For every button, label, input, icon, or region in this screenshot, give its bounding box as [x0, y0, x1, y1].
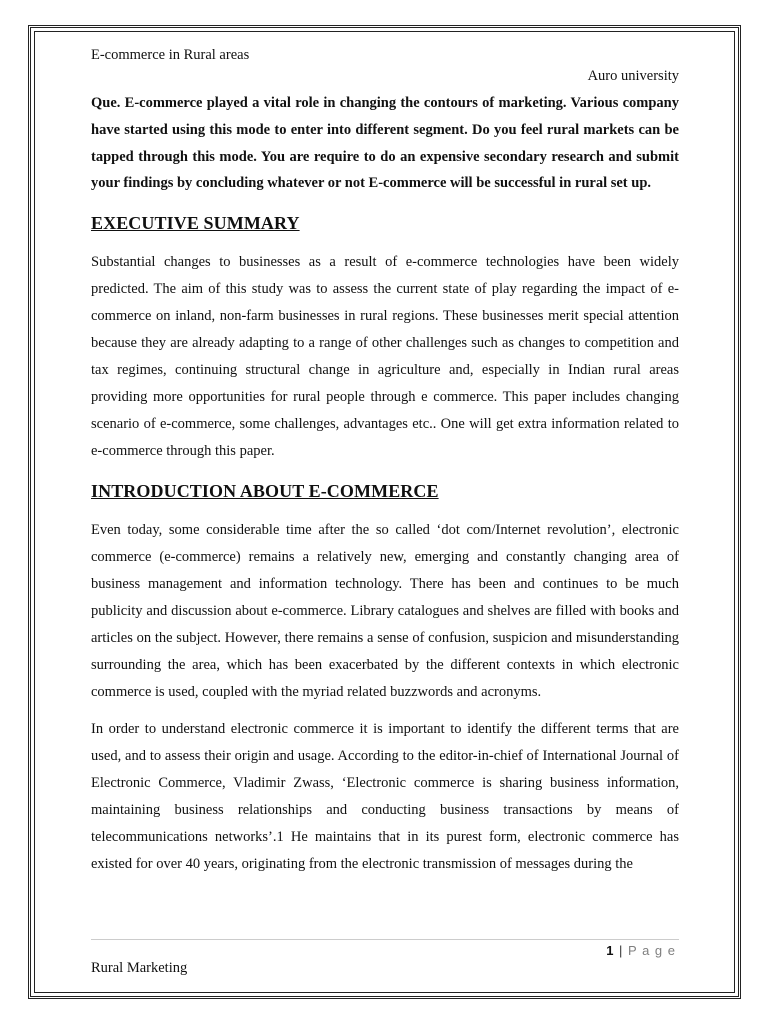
page-label: P a g e: [628, 943, 676, 958]
header-institution: Auro university: [587, 68, 679, 84]
paragraph-executive-summary: Substantial changes to businesses as a result of e-commerce technologies have been widely predicted. The aim of this study was to assess the current state of play regarding the impact of e-commerce on inland, non-farm businesses in rural regions. These businesses merit special attention because they are already adapting to a range of other challenges such as changes to competition and tax regimes, continuing structural change in agriculture and, especially in Indian rural areas providing more opportunities for rural people through e commerce. This paper includes changing scenario of e-commerce, some challenges, advantages etc.. One will get extra information related to e-commerce through this paper.: [91, 254, 679, 460]
page-number-value: 1: [606, 943, 615, 958]
footer-course-name: Rural Marketing: [91, 960, 188, 976]
section-heading-introduction: INTRODUCTION ABOUT E-COMMERCE: [91, 481, 439, 502]
paragraph-introduction-2: In order to understand electronic commerce it is important to identify the different terms that are used, and to assess their origin and usage. According to the editor-in-chief of International Journal of Electronic Commerce, Vladimir Zwass, ‘Electronic commerce is sharing business information, maintaining business relationships and conducting business transactions by means of telecommunications networks’.1 He maintains that in its purest form, electronic commerce has existed for over 40 years, originating from the electronic transmission of messages during the: [91, 721, 679, 873]
page-number: [606, 943, 676, 958]
footer-divider: [91, 939, 679, 940]
header-title: E-commerce in Rural areas: [91, 47, 250, 63]
paragraph-introduction-1: Even today, some considerable time after the so called ‘dot com/Internet revolution’, electronic commerce (e-commerce) remains a relatively new, emerging and constantly changing area of business management and information technology. There has been and continues to be much publicity and discussion about e-commerce. Library catalogues and shelves are filled with books and articles on the subject. However, there remains a sense of confusion, suspicion and misunderstanding surrounding the area, which has been exacerbated by the different contexts in which electronic commerce is used, coupled with the myriad related buzzwords and acronyms.: [91, 522, 679, 701]
section-heading-executive-summary: EXECUTIVE SUMMARY: [91, 213, 300, 234]
page-number-separator: |: [614, 943, 629, 958]
document-body: [91, 44, 679, 888]
question-text: Que. E-commerce played a vital role in changing the contours of marketing. Various company have started using this mode to enter into different segment. Do you feel rural markets can be tapped through this mode. You are require to do an expensive secondary research and submit your findings by concluding whatever or not E-commerce will be successful in rural set up.: [91, 95, 679, 192]
